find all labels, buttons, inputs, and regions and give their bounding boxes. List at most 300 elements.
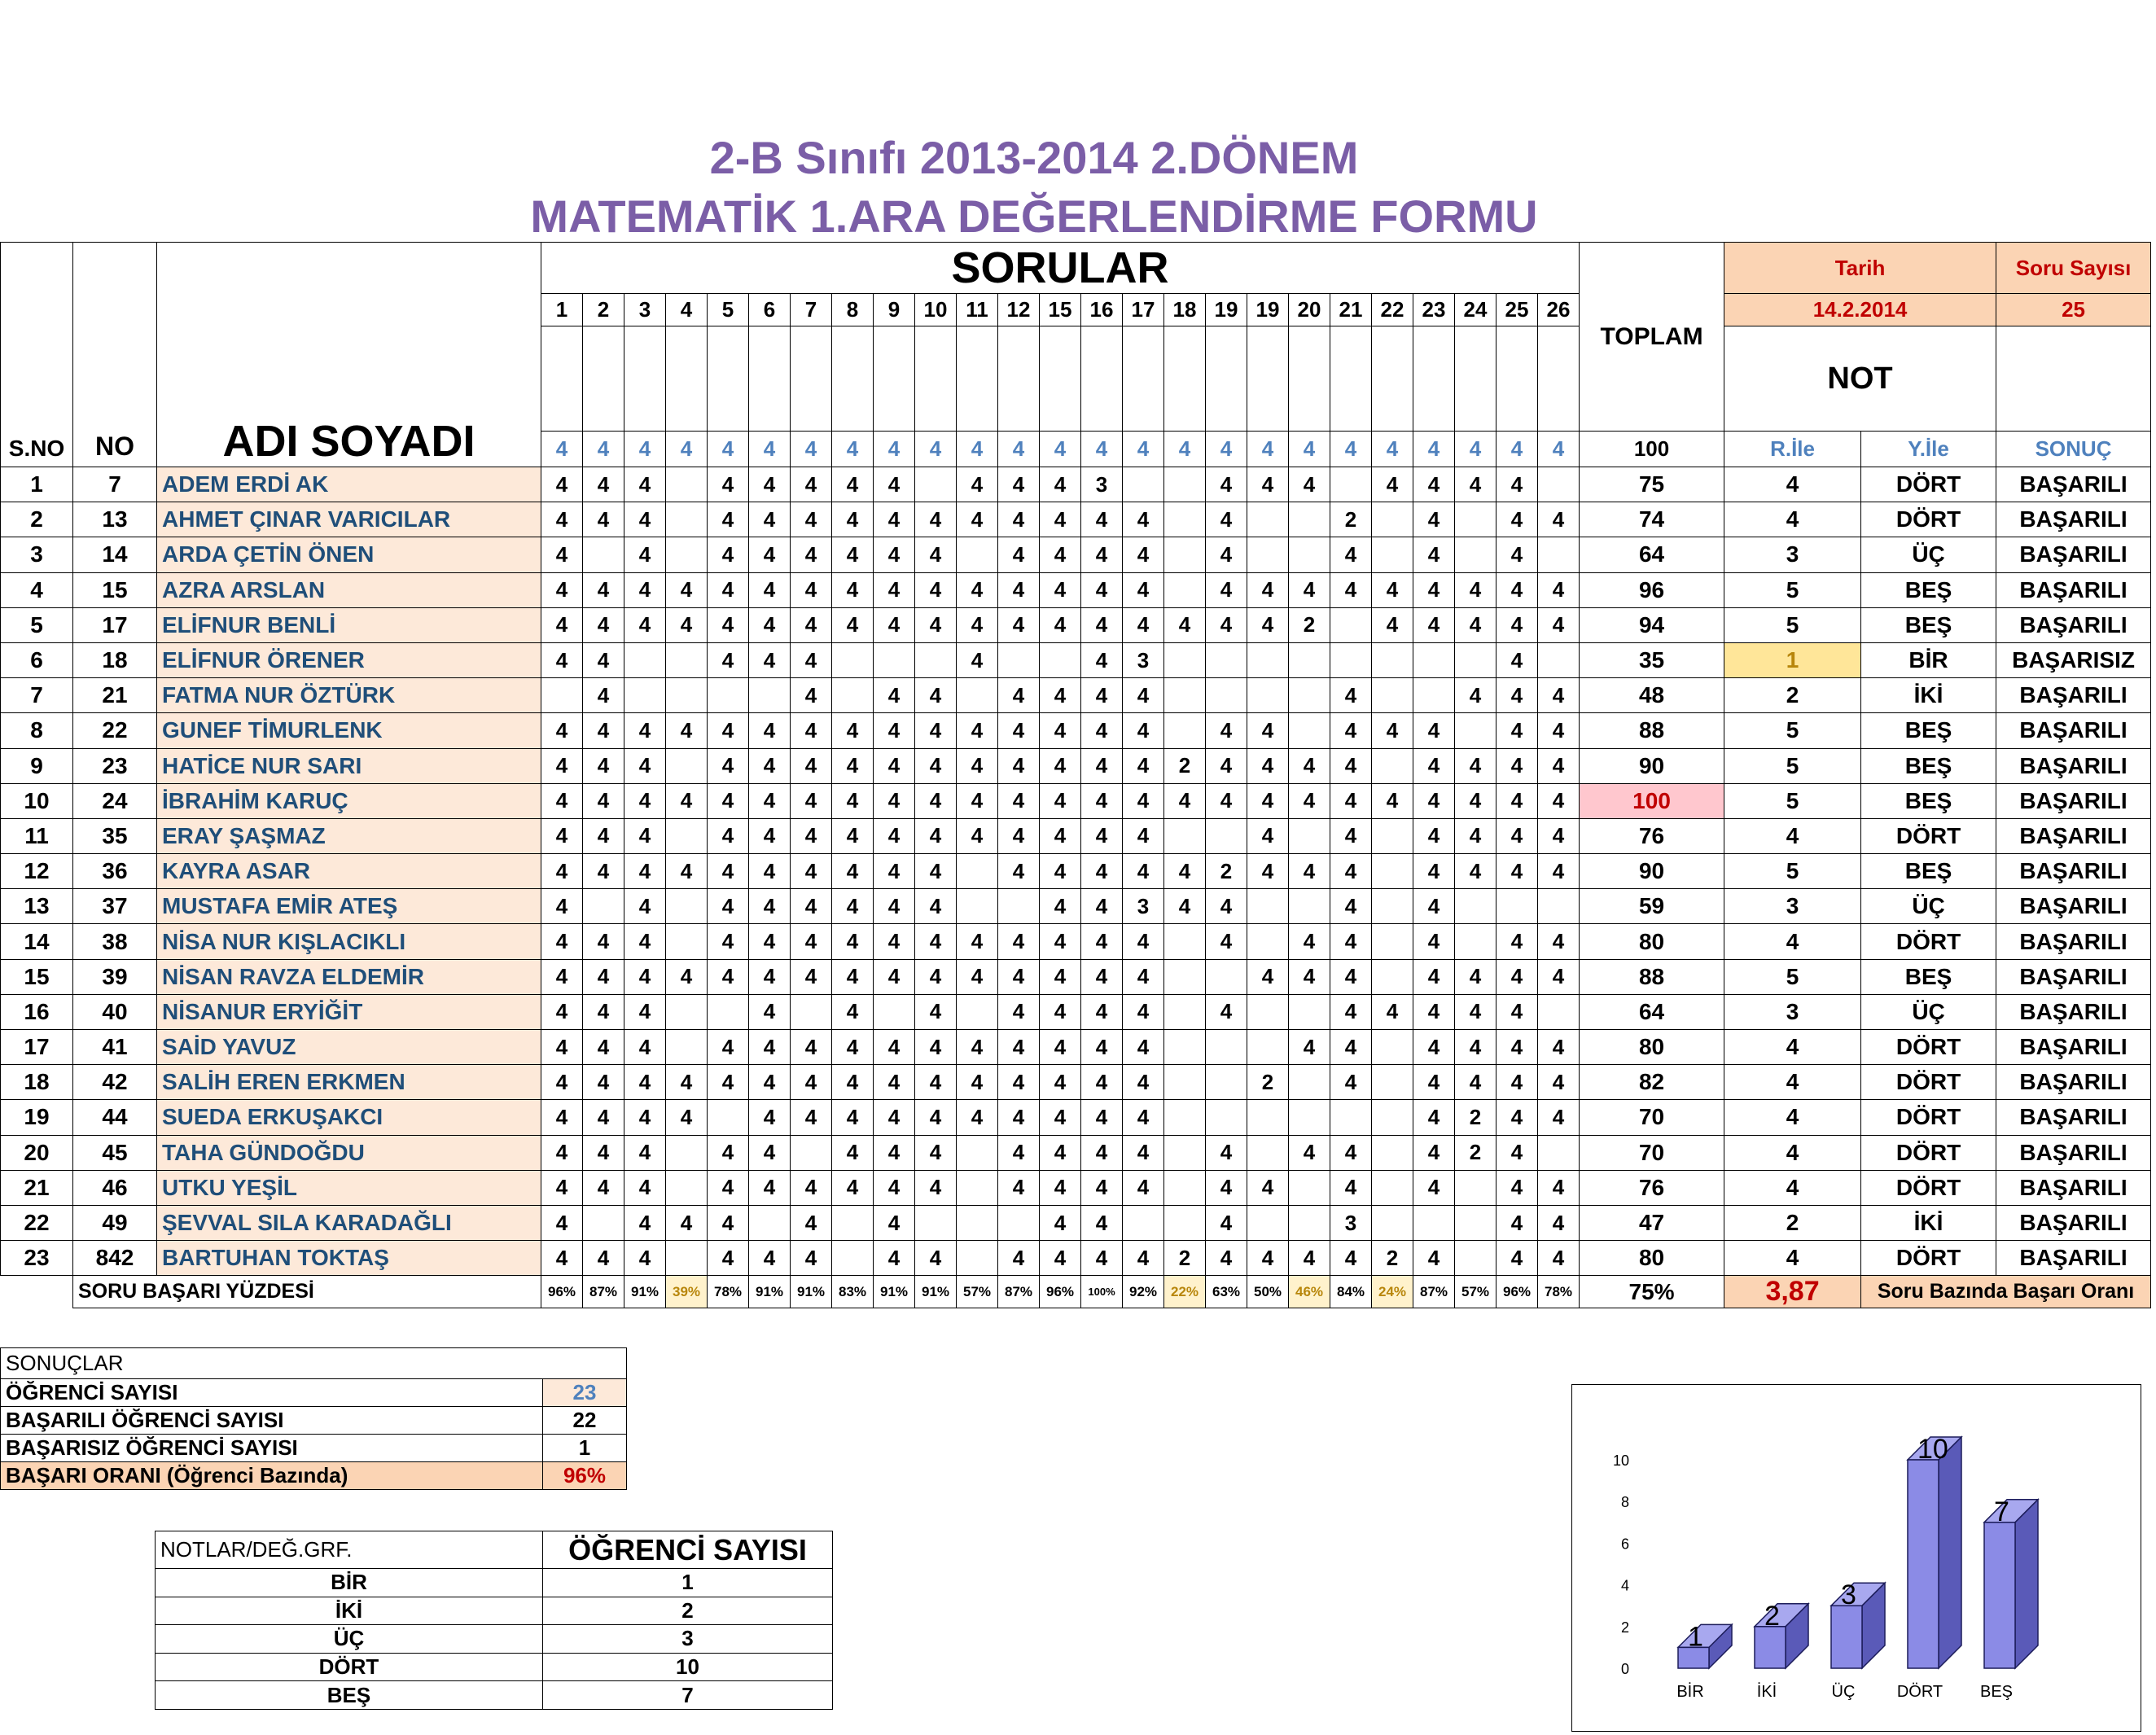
score-cell: 4 [1330, 994, 1372, 1029]
question-points: 4 [874, 432, 915, 467]
score-cell: 4 [1496, 1135, 1538, 1170]
score-cell [1164, 502, 1206, 537]
results-table [0, 1347, 627, 1490]
question-number: 26 [1538, 294, 1580, 326]
score-cell [1538, 537, 1580, 572]
score-cell: 4 [1040, 1065, 1081, 1100]
score-cell: 4 [1413, 1135, 1455, 1170]
question-blank-cell [1206, 326, 1247, 432]
grade-chart-svg [1572, 1385, 2141, 1731]
student-result: BAŞARILI [1996, 889, 2151, 924]
score-cell: 4 [1081, 748, 1123, 783]
student-sno: 16 [1, 994, 73, 1029]
score-cell: 4 [832, 502, 874, 537]
score-cell: 4 [749, 959, 791, 994]
question-points: 4 [541, 432, 583, 467]
score-cell: 4 [915, 748, 957, 783]
question-points: 4 [1206, 432, 1247, 467]
student-result: BAŞARILI [1996, 502, 2151, 537]
score-cell: 4 [624, 1205, 666, 1240]
student-row [1, 678, 2151, 713]
score-cell: 2 [1247, 1065, 1289, 1100]
score-cell: 4 [1496, 467, 1538, 502]
score-cell: 4 [583, 748, 624, 783]
score-cell: 4 [998, 678, 1040, 713]
chart-data-label: 1 [1688, 1621, 1703, 1653]
score-cell [1164, 818, 1206, 853]
student-sno: 10 [1, 783, 73, 818]
score-cell: 4 [541, 502, 583, 537]
score-cell: 4 [957, 713, 998, 748]
score-cell: 4 [1123, 854, 1164, 889]
student-no: 23 [73, 748, 157, 783]
student-result: BAŞARILI [1996, 1135, 2151, 1170]
student-sno: 1 [1, 467, 73, 502]
score-cell: 4 [1206, 467, 1247, 502]
score-cell: 4 [1289, 1135, 1330, 1170]
score-cell: 4 [749, 818, 791, 853]
grades-header-row [156, 1531, 833, 1569]
score-cell: 4 [749, 1100, 791, 1135]
student-row [1, 994, 2151, 1029]
question-blank-cell [1413, 326, 1455, 432]
score-cell: 4 [832, 467, 874, 502]
score-cell [1372, 959, 1413, 994]
score-cell: 4 [749, 572, 791, 607]
score-cell: 4 [957, 1100, 998, 1135]
score-cell: 4 [915, 783, 957, 818]
score-cell: 4 [624, 854, 666, 889]
score-cell: 4 [1289, 959, 1330, 994]
student-sno: 5 [1, 607, 73, 642]
score-cell: 4 [1289, 467, 1330, 502]
score-cell [998, 1205, 1040, 1240]
score-cell: 4 [1496, 572, 1538, 607]
score-cell [1206, 1030, 1247, 1065]
student-total: 74 [1580, 502, 1724, 537]
chart-y-tick: 8 [1620, 1494, 1629, 1511]
score-cell [1164, 713, 1206, 748]
score-cell: 4 [791, 607, 832, 642]
student-r-ile: 5 [1724, 713, 1861, 748]
score-cell [541, 678, 583, 713]
student-result: BAŞARILI [1996, 1065, 2151, 1100]
student-name: SAİD YAVUZ [157, 1030, 541, 1065]
student-sno: 8 [1, 713, 73, 748]
student-name: ELİFNUR BENLİ [157, 607, 541, 642]
score-cell: 4 [957, 818, 998, 853]
score-cell: 4 [1413, 748, 1455, 783]
student-total: 48 [1580, 678, 1724, 713]
score-cell [1289, 818, 1330, 853]
score-cell: 4 [915, 572, 957, 607]
question-number: 20 [1289, 294, 1330, 326]
score-cell: 4 [541, 783, 583, 818]
score-cell: 4 [791, 924, 832, 959]
score-cell: 4 [708, 924, 749, 959]
student-sno: 22 [1, 1205, 73, 1240]
score-cell [1040, 642, 1081, 677]
score-cell: 4 [998, 1241, 1040, 1276]
score-cell: 4 [541, 1100, 583, 1135]
score-cell: 3 [1330, 1205, 1372, 1240]
score-cell: 4 [1206, 1241, 1247, 1276]
success-percent: 87% [998, 1276, 1040, 1308]
score-cell: 4 [791, 537, 832, 572]
success-percent: 22% [1164, 1276, 1206, 1308]
chart-data-label: 3 [1841, 1579, 1856, 1611]
student-no: 17 [73, 607, 157, 642]
student-y-ile: BEŞ [1861, 783, 1996, 818]
question-points: 4 [915, 432, 957, 467]
grade-name: BEŞ [156, 1681, 543, 1710]
student-sno: 11 [1, 818, 73, 853]
score-cell: 4 [1455, 678, 1496, 713]
chart-bar [1831, 1606, 1862, 1668]
student-total: 80 [1580, 1241, 1724, 1276]
score-cell: 4 [541, 713, 583, 748]
student-total: 59 [1580, 889, 1724, 924]
score-cell: 4 [583, 607, 624, 642]
score-cell: 4 [791, 572, 832, 607]
score-cell [666, 818, 708, 853]
score-cell: 4 [666, 1205, 708, 1240]
student-y-ile: DÖRT [1861, 1065, 1996, 1100]
success-percent: 78% [1538, 1276, 1580, 1308]
score-cell: 4 [998, 854, 1040, 889]
score-cell: 4 [1496, 642, 1538, 677]
score-cell: 4 [1496, 959, 1538, 994]
score-cell: 4 [1206, 537, 1247, 572]
student-total: 80 [1580, 1030, 1724, 1065]
score-cell: 4 [1496, 1241, 1538, 1276]
student-name: ADEM ERDİ AK [157, 467, 541, 502]
score-cell [1164, 642, 1206, 677]
score-cell: 4 [1289, 1030, 1330, 1065]
success-note: Soru Bazında Başarı Oranı [1861, 1276, 2151, 1308]
student-result: BAŞARISIZ [1996, 642, 2151, 677]
score-cell: 4 [749, 467, 791, 502]
student-name: FATMA NUR ÖZTÜRK [157, 678, 541, 713]
student-result: BAŞARILI [1996, 924, 2151, 959]
score-cell: 2 [1455, 1135, 1496, 1170]
student-y-ile: BİR [1861, 642, 1996, 677]
score-cell [1538, 467, 1580, 502]
student-name: UTKU YEŞİL [157, 1170, 541, 1205]
student-total: 76 [1580, 818, 1724, 853]
score-cell: 4 [1538, 959, 1580, 994]
student-total: 47 [1580, 1205, 1724, 1240]
question-blank-cell [583, 326, 624, 432]
score-cell: 4 [541, 537, 583, 572]
score-cell: 4 [874, 1135, 915, 1170]
score-cell: 4 [1123, 924, 1164, 959]
score-cell: 4 [1081, 889, 1123, 924]
score-cell: 4 [1040, 994, 1081, 1029]
score-cell [1289, 994, 1330, 1029]
score-cell [1164, 1100, 1206, 1135]
score-cell: 4 [1496, 748, 1538, 783]
score-cell: 4 [708, 713, 749, 748]
score-cell: 4 [791, 678, 832, 713]
chart-bar-side [2015, 1500, 2038, 1668]
question-number: 23 [1413, 294, 1455, 326]
score-cell [1247, 994, 1289, 1029]
score-cell: 4 [1413, 607, 1455, 642]
score-cell: 4 [874, 502, 915, 537]
student-total: 70 [1580, 1135, 1724, 1170]
score-cell: 4 [832, 994, 874, 1029]
score-cell: 4 [708, 818, 749, 853]
score-cell [666, 1030, 708, 1065]
success-percent: 39% [666, 1276, 708, 1308]
student-y-ile: DÖRT [1861, 924, 1996, 959]
score-cell: 4 [1081, 642, 1123, 677]
score-cell: 4 [874, 924, 915, 959]
student-r-ile: 5 [1724, 748, 1861, 783]
student-y-ile: ÜÇ [1861, 994, 1996, 1029]
score-cell: 4 [1247, 1241, 1289, 1276]
score-cell: 4 [998, 607, 1040, 642]
sorular-header: SORULAR [541, 243, 1580, 294]
student-name: MUSTAFA EMİR ATEŞ [157, 889, 541, 924]
grades-row [156, 1681, 833, 1710]
student-total: 64 [1580, 994, 1724, 1029]
question-number: 15 [1040, 294, 1081, 326]
student-no: 39 [73, 959, 157, 994]
score-cell [1123, 467, 1164, 502]
score-cell [1372, 678, 1413, 713]
student-no: 35 [73, 818, 157, 853]
score-cell [1164, 1065, 1206, 1100]
score-cell: 4 [541, 467, 583, 502]
student-r-ile: 4 [1724, 1170, 1861, 1205]
score-cell [1330, 607, 1372, 642]
score-cell [1538, 642, 1580, 677]
score-cell: 4 [874, 713, 915, 748]
student-row [1, 607, 2151, 642]
score-cell: 4 [1413, 713, 1455, 748]
score-cell: 4 [832, 1100, 874, 1135]
score-cell: 4 [998, 924, 1040, 959]
question-blank-cell [1496, 326, 1538, 432]
score-cell: 4 [624, 889, 666, 924]
score-cell [957, 1170, 998, 1205]
question-points: 4 [957, 432, 998, 467]
score-cell: 4 [1496, 818, 1538, 853]
student-r-ile: 5 [1724, 854, 1861, 889]
score-cell: 4 [624, 1135, 666, 1170]
student-y-ile: İKİ [1861, 1205, 1996, 1240]
score-cell: 4 [998, 994, 1040, 1029]
grade-name: DÖRT [156, 1653, 543, 1681]
question-number: 17 [1123, 294, 1164, 326]
score-cell: 4 [1123, 994, 1164, 1029]
student-name: SALİH EREN ERKMEN [157, 1065, 541, 1100]
student-total: 88 [1580, 959, 1724, 994]
score-cell: 4 [998, 572, 1040, 607]
student-sno: 7 [1, 678, 73, 713]
score-cell: 4 [791, 783, 832, 818]
score-cell [1455, 1241, 1496, 1276]
student-total: 70 [1580, 1100, 1724, 1135]
score-cell: 4 [749, 1170, 791, 1205]
score-cell: 4 [874, 607, 915, 642]
score-cell: 4 [1330, 924, 1372, 959]
student-r-ile: 4 [1724, 1065, 1861, 1100]
score-cell: 4 [583, 854, 624, 889]
score-cell: 4 [1206, 1205, 1247, 1240]
score-cell: 4 [1081, 854, 1123, 889]
question-blank-cell [624, 326, 666, 432]
score-cell: 4 [1206, 748, 1247, 783]
score-cell [666, 1241, 708, 1276]
score-cell: 4 [791, 1030, 832, 1065]
score-cell: 4 [1206, 783, 1247, 818]
score-cell: 4 [1330, 572, 1372, 607]
question-points: 4 [791, 432, 832, 467]
score-cell [957, 889, 998, 924]
score-cell: 4 [583, 783, 624, 818]
score-cell: 4 [832, 537, 874, 572]
score-cell: 4 [998, 502, 1040, 537]
score-cell [832, 642, 874, 677]
score-cell: 4 [624, 713, 666, 748]
score-cell [1289, 537, 1330, 572]
question-points: 4 [708, 432, 749, 467]
score-cell: 2 [1455, 1100, 1496, 1135]
student-y-ile: DÖRT [1861, 1135, 1996, 1170]
score-cell: 4 [1413, 1241, 1455, 1276]
y-ile-header: Y.İle [1861, 432, 1996, 467]
results-label: BAŞARILI ÖĞRENCİ SAYISI [1, 1407, 543, 1435]
success-percent: 96% [1040, 1276, 1081, 1308]
score-cell [1372, 1135, 1413, 1170]
score-cell: 4 [583, 959, 624, 994]
success-percent: 87% [1413, 1276, 1455, 1308]
toplam-header: TOPLAM [1580, 243, 1724, 432]
score-cell: 4 [1040, 502, 1081, 537]
score-cell [957, 994, 998, 1029]
student-r-ile: 4 [1724, 1100, 1861, 1135]
student-name: NİSA NUR KIŞLACIKLI [157, 924, 541, 959]
score-cell [1372, 1100, 1413, 1135]
student-total: 96 [1580, 572, 1724, 607]
score-cell [708, 1100, 749, 1135]
score-cell: 4 [832, 713, 874, 748]
student-r-ile: 5 [1724, 783, 1861, 818]
score-cell: 4 [624, 572, 666, 607]
score-cell: 4 [708, 1030, 749, 1065]
chart-bar [1908, 1460, 1939, 1668]
question-points: 4 [1330, 432, 1372, 467]
score-cell: 4 [1330, 1170, 1372, 1205]
score-cell: 4 [1413, 889, 1455, 924]
score-cell: 4 [998, 1100, 1040, 1135]
student-name: ARDA ÇETİN ÖNEN [157, 537, 541, 572]
score-cell: 4 [1081, 783, 1123, 818]
student-sno: 18 [1, 1065, 73, 1100]
question-points: 4 [749, 432, 791, 467]
score-cell [1206, 1065, 1247, 1100]
score-cell [1247, 1135, 1289, 1170]
student-row [1, 1170, 2151, 1205]
score-cell: 4 [1081, 678, 1123, 713]
score-cell: 4 [915, 959, 957, 994]
score-cell: 4 [957, 783, 998, 818]
question-blank-cell [1247, 326, 1289, 432]
score-cell [1164, 467, 1206, 502]
student-y-ile: ÜÇ [1861, 889, 1996, 924]
question-number: 18 [1164, 294, 1206, 326]
page-title [489, 129, 1580, 246]
score-cell [1372, 537, 1413, 572]
student-name: İBRAHİM KARUÇ [157, 783, 541, 818]
header-row-sorular [1, 243, 2151, 294]
grade-count: 3 [543, 1625, 833, 1654]
student-sno: 9 [1, 748, 73, 783]
score-cell: 4 [1040, 783, 1081, 818]
score-cell: 4 [624, 818, 666, 853]
score-cell: 4 [874, 1205, 915, 1240]
score-cell: 4 [1330, 959, 1372, 994]
question-blank-cell [1330, 326, 1372, 432]
score-cell [1206, 642, 1247, 677]
score-cell: 4 [1081, 572, 1123, 607]
success-percent: 84% [1330, 1276, 1372, 1308]
score-cell: 4 [1455, 1065, 1496, 1100]
score-cell [666, 889, 708, 924]
student-total: 100 [1580, 783, 1724, 818]
score-cell: 4 [708, 959, 749, 994]
question-blank-cell [666, 326, 708, 432]
student-row [1, 642, 2151, 677]
score-cell: 4 [1538, 607, 1580, 642]
student-result: BAŞARILI [1996, 607, 2151, 642]
score-cell [1164, 994, 1206, 1029]
score-cell: 4 [832, 924, 874, 959]
score-cell [1496, 889, 1538, 924]
student-no: 18 [73, 642, 157, 677]
chart-bar [1755, 1627, 1786, 1668]
score-cell: 4 [583, 713, 624, 748]
question-points: 4 [1413, 432, 1455, 467]
score-cell [1206, 959, 1247, 994]
student-total: 82 [1580, 1065, 1724, 1100]
question-points: 4 [624, 432, 666, 467]
student-name: ERAY ŞAŞMAZ [157, 818, 541, 853]
student-row [1, 1241, 2151, 1276]
score-cell: 4 [1081, 994, 1123, 1029]
student-row [1, 924, 2151, 959]
score-cell [583, 537, 624, 572]
score-cell: 4 [957, 642, 998, 677]
results-value: 96% [543, 1462, 627, 1490]
score-cell: 4 [1496, 1170, 1538, 1205]
student-no: 22 [73, 713, 157, 748]
score-cell: 4 [624, 748, 666, 783]
question-blank-cell [749, 326, 791, 432]
score-cell [1164, 924, 1206, 959]
grade-count: 10 [543, 1653, 833, 1681]
score-cell: 4 [1081, 1170, 1123, 1205]
chart-y-tick: 10 [1612, 1452, 1629, 1469]
score-cell: 4 [666, 607, 708, 642]
score-cell [624, 642, 666, 677]
score-cell: 4 [1496, 537, 1538, 572]
student-sno: 19 [1, 1100, 73, 1135]
student-result: BAŞARILI [1996, 854, 2151, 889]
